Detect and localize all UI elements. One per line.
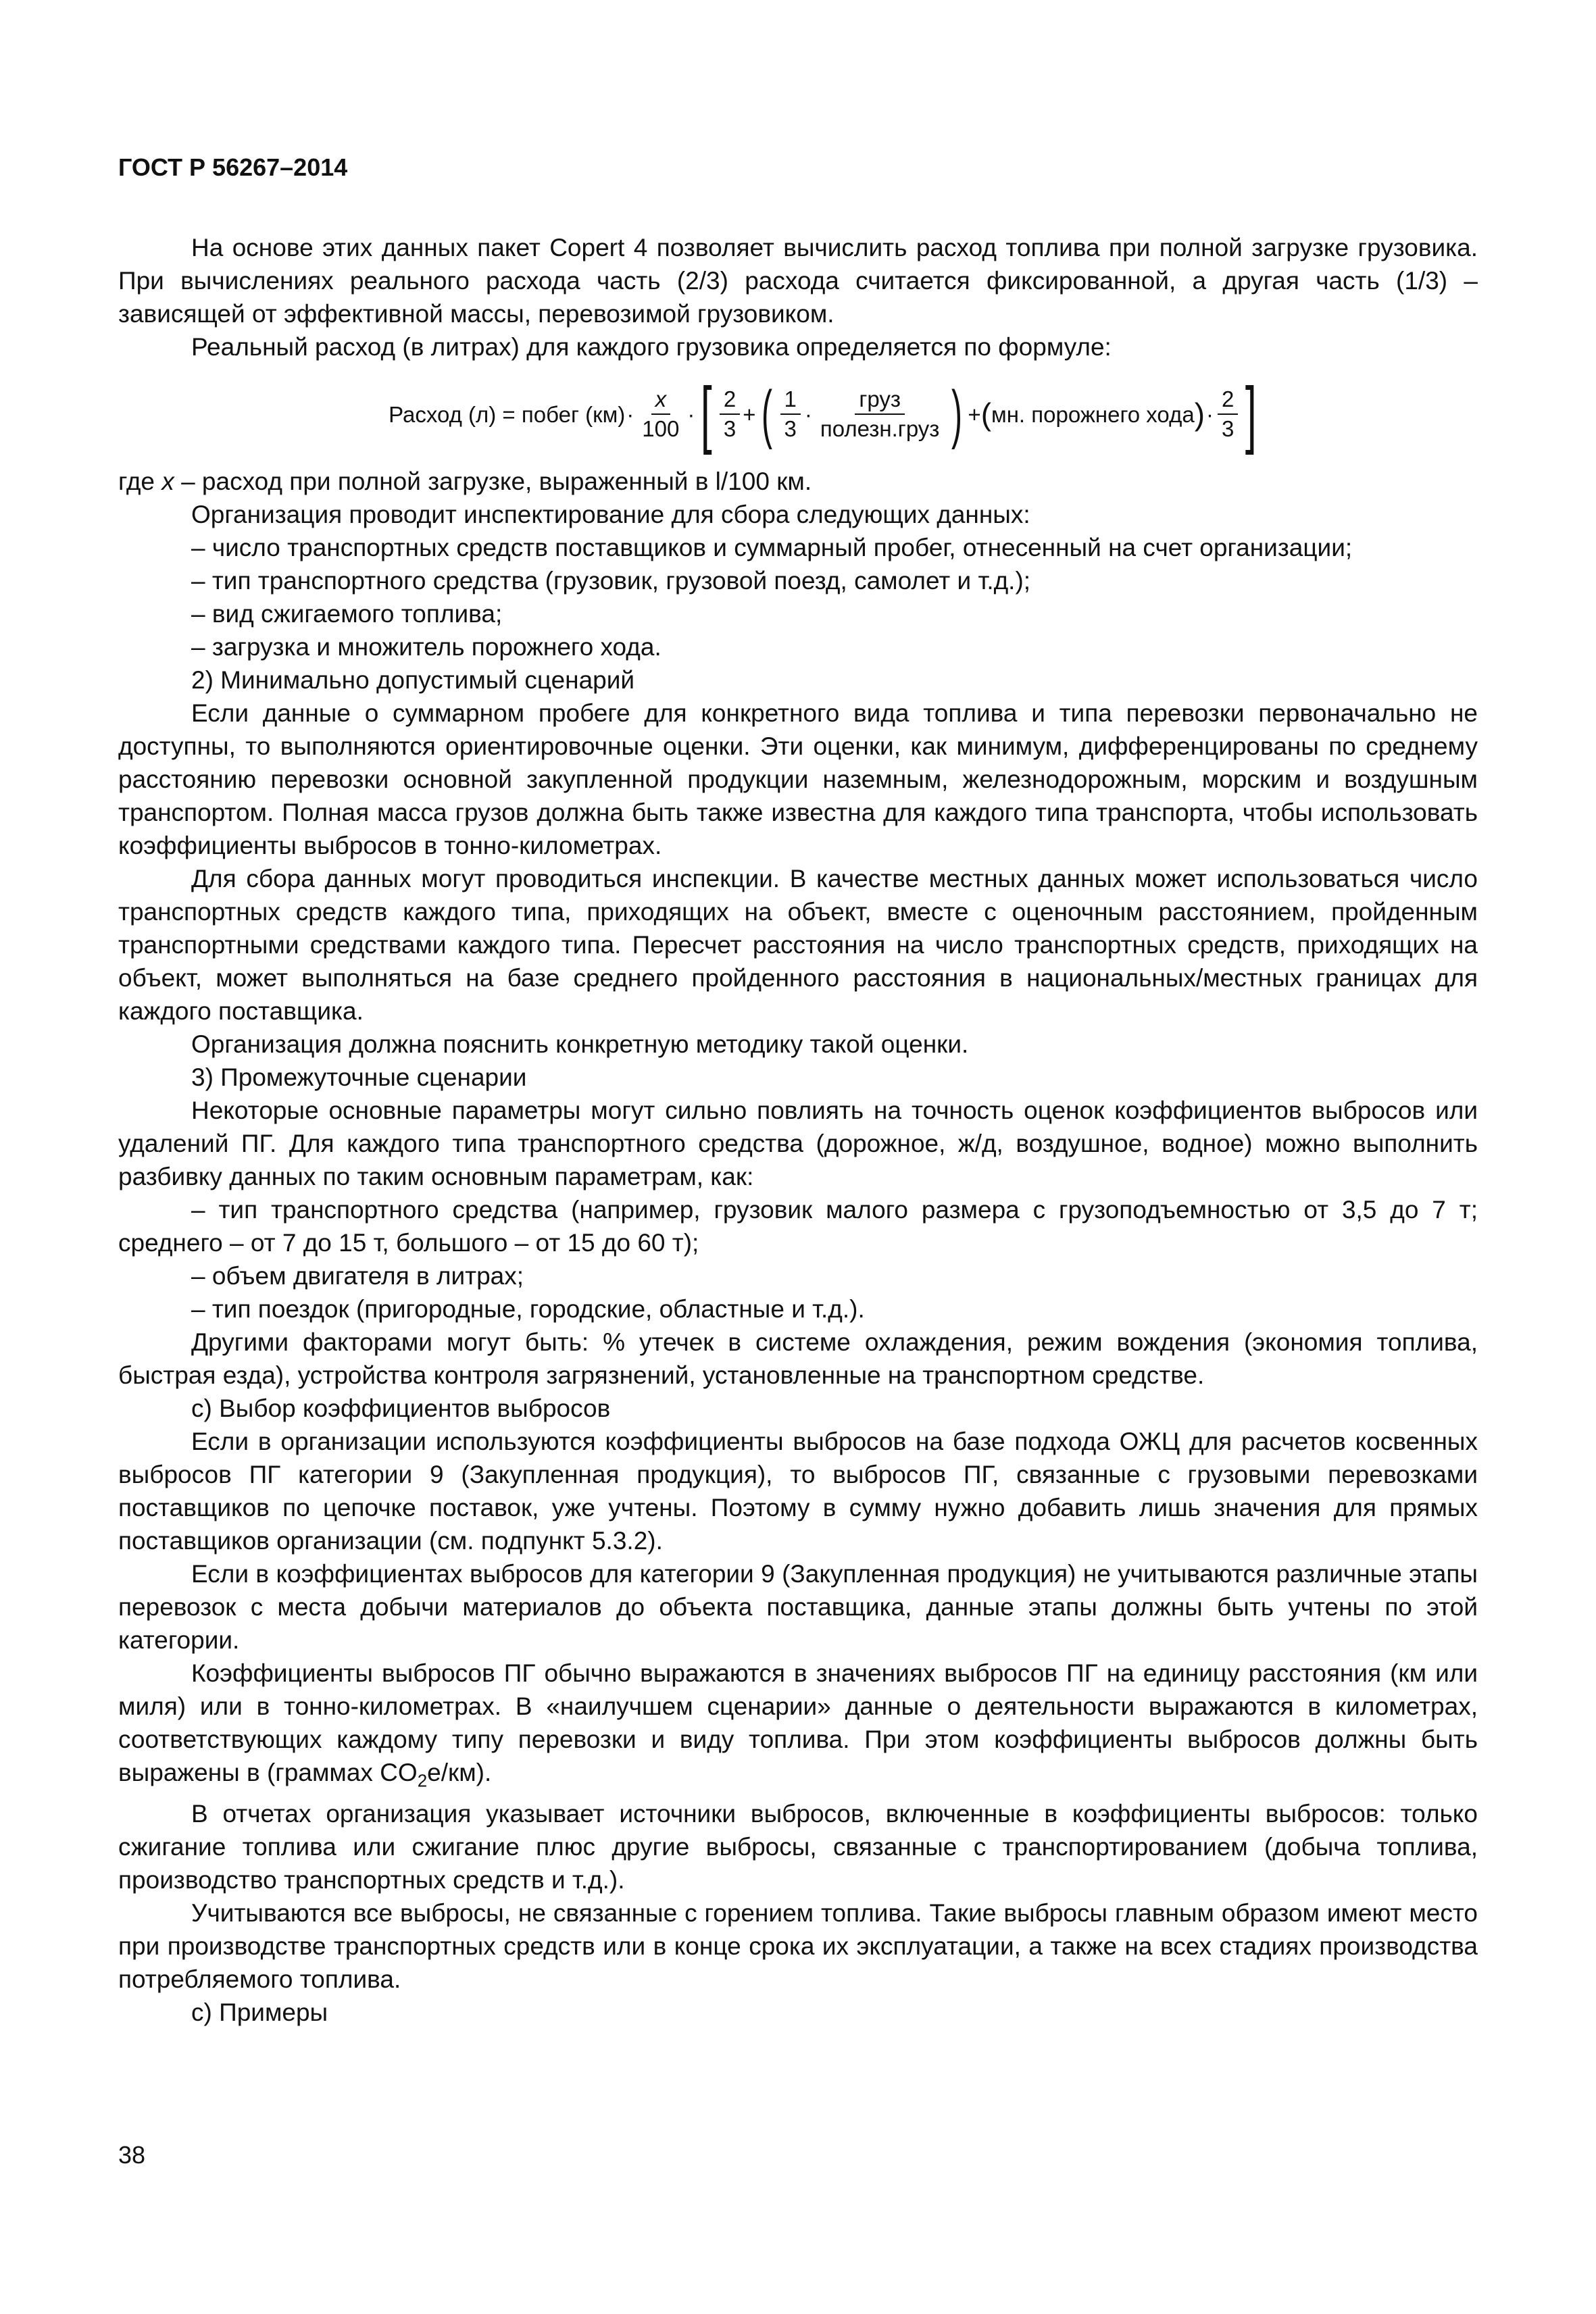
right-square-bracket: ] [1245,372,1257,455]
where-clause [118,465,1478,498]
list-item: – загрузка и множитель порожнего хода. [191,633,662,661]
page-number: 38 [118,2141,146,2169]
list-item: – тип поездок (пригородные, городские, областные и т.д.). [191,1295,865,1323]
subheading: c) Выбор коэффициентов выбросов [191,1394,611,1422]
subheading: 3) Промежуточные сценарии [191,1063,527,1091]
list-item: – вид сжигаемого топлива; [191,600,503,628]
right-parenthesis: ) [951,378,963,450]
where-description: – расход при полной загрузке, выраженный в l/100 км. [181,468,812,495]
fraction-denominator: полезн.груз [820,416,940,441]
subheading: c) Примеры [191,1998,328,2027]
paragraph: На основе этих данных пакет Copert 4 позволяет вычислить расход топлива при полной загрузке грузовика. При вычислениях реального расхода часть (2/3) расхода считается фиксированной, а другая часть (1/3) – зависящей от эффективной массы, перевозимой грузовиком. [118,234,1478,328]
document-body [118,231,1478,2029]
formula-fraction-x-100 [638,385,683,443]
fraction-numerator: 2 [1218,385,1238,415]
fraction-denominator: 3 [784,416,797,441]
document-id-header: ГОСТ Р 56267–2014 [118,153,348,181]
list-item: – тип транспортного средства (например, грузовик малого размера с грузоподъемностью от 3,5 до 7 т; среднего – от 7 до 15 т, большого – от 15 до 60 т); [118,1196,1478,1257]
paragraph: Другими факторами могут быть: % утечек в системе охлаждения, режим вождения (экономия топлива, быстрая езда), устройства контроля загрязнений, установленные на транспортном средстве. [118,1328,1478,1389]
paragraph: В отчетах организация указывает источники выбросов, включенные в коэффициенты выбросов: только сжигание топлива или сжигание плюс другие выбросы, связанные с транспортированием (добыча топлива, производство транспортных средств и т.д.). [118,1800,1478,1894]
formula-dot: · [804,401,812,427]
formula-empty-run: мн. порожнего хода [991,401,1195,427]
co2-tail: e/км). [427,1759,492,1786]
paragraph: Некоторые основные параметры могут сильно повлиять на точность оценок коэффициентов выбросов или удалений ПГ. Для каждого типа транспортного средства (дорожное, ж/д, воздушное, водное) можно выполнить разбивку данных по таким основным параметрам, как: [118,1097,1478,1190]
formula-fraction-2-3-end [1218,385,1238,443]
list-item: – объем двигателя в литрах; [191,1262,524,1290]
right-parenthesis: ) [1194,396,1205,432]
list-item: – тип транспортного средства (грузовик, грузовой поезд, самолет и т.д.); [191,567,1031,595]
co2-paragraph-text: Коэффициенты выбросов ПГ обычно выражаются в значениях выбросов ПГ на единицу расстояния (км или миля) или в тонно-километрах. В «наилучшем сценарии» данные о деятельности выражаются в километрах, соответствующих каждому типу перевозки и виду топлива. При этом коэффициенты выбросов должны быть выражены в (граммах CO [118,1659,1478,1786]
formula-fraction-1-3 [780,385,801,443]
paragraph: Реальный расход (в литрах) для каждого грузовика определяется по формуле: [191,333,1112,361]
fraction-denominator: 3 [723,416,737,441]
fuel-consumption-formula [172,363,1478,465]
formula-dot: · [626,401,634,427]
formula-fraction-load [816,385,944,443]
formula-plus: + [743,401,756,427]
where-lead: где [118,468,162,495]
formula-fraction-2-3 [720,385,740,443]
fraction-numerator: груз [855,385,905,415]
left-parenthesis: ( [980,396,992,432]
paragraph: Организация должна пояснить конкретную методику такой оценки. [191,1030,969,1058]
formula-lhs: Расход (л) = побег (км) [389,401,626,427]
where-variable: x [161,468,174,495]
formula-dot: · [1206,401,1214,427]
co2-subscript: 2 [417,1770,428,1791]
left-parenthesis: ( [761,378,772,450]
paragraph [118,1657,1478,1797]
fraction-denominator: 3 [1222,416,1235,441]
list-item: – число транспортных средств поставщиков и суммарный пробег, отнесенный на счет организации; [191,534,1353,561]
paragraph: Для сбора данных могут проводиться инспекции. В качестве местных данных может использоваться число транспортных средств каждого типа, приходящих на объект, вместе с оценочным расстоянием, пройденным транспортными средствами каждого типа. Пересчет расстояния на число транспортных средств, приходящих на объект, может выполняться на базе среднего пройденного расстояния в национальных/местных границах для каждого поставщика. [118,865,1478,1025]
paragraph: Учитываются все выбросы, не связанные с горением топлива. Такие выбросы главным образом имеют место при производстве транспортных средств или в конце срока их эксплуатации, а также на всех стадиях производства потребляемого топлива. [118,1899,1478,1994]
subheading: 2) Минимально допустимый сценарий [191,666,635,694]
left-square-bracket: [ [701,372,713,455]
paragraph: Если в коэффициентах выбросов для категории 9 (Закупленная продукция) не учитываются различные этапы перевозок с места добычи материалов до объекта поставщика, данные этапы должны быть учтены по этой категории. [118,1560,1478,1654]
fraction-numerator: x [651,385,671,415]
fraction-numerator: 1 [780,385,801,415]
paragraph: Если данные о суммарном пробеге для конкретного вида топлива и типа перевозки первоначально не доступны, то выполняются ориентировочные оценки. Эти оценки, как минимум, дифференцированы по среднему расстоянию перевозки основной закупленной продукции наземным, железнодорожным, морским и воздушным транспортом. Полная масса грузов должна быть также известна для каждого типа транспорта, чтобы использовать коэффициенты выбросов в тонно-километрах. [118,699,1478,859]
formula-dot: · [687,401,695,427]
fraction-denominator: 100 [642,416,680,441]
formula-plus: + [968,401,981,427]
paragraph: Организация проводит инспектирование для сбора следующих данных: [191,501,1030,528]
fraction-numerator: 2 [720,385,740,415]
paragraph: Если в организации используются коэффициенты выбросов на базе подхода ОЖЦ для расчетов косвенных выбросов ПГ категории 9 (Закупленная продукция), то выбросов ПГ, связанные с грузовыми перевозками поставщиков по цепочке поставок, уже учтены. Поэтому в сумму нужно добавить лишь значения для прямых поставщиков организации (см. подпункт 5.3.2). [118,1428,1478,1555]
